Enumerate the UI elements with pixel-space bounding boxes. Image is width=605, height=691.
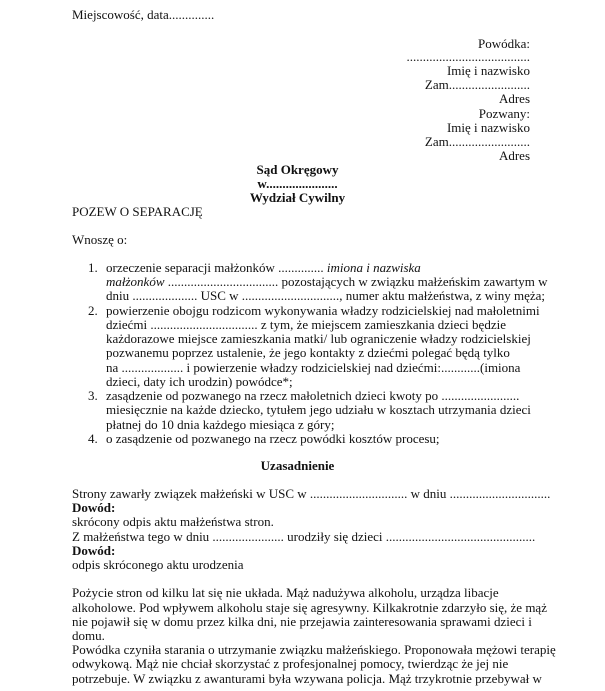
justification-line: odwykową. Mąż nie chciał skorzystać z profesjonalnej pomocy, twierdząc że jej nie <box>72 656 509 671</box>
plaintiff-address-label: Adres <box>498 91 530 106</box>
claim-line: dzieci, daty ich urodzin) powódce*; <box>106 374 293 389</box>
justification-line: alkoholowe. Pod wpływem alkoholu staje się agresywny. Kilkakrotnie zdarzyło się, że mąż <box>72 600 547 615</box>
justification-line: domu. <box>72 628 105 643</box>
evidence-label: Dowód: <box>72 500 116 515</box>
claim-line <box>106 261 421 275</box>
plaintiff-address: Zam......................... <box>424 77 530 92</box>
claim-placeholder: małżonków <box>106 274 165 289</box>
court-division: Wydział Cywilny <box>249 190 346 205</box>
justification-heading: Uzasadnienie <box>260 458 335 473</box>
plaintiff-name: Imię i nazwisko <box>446 63 530 78</box>
claim-line: płatnej do 10 dnia każdego miesiąca z góry; <box>106 417 335 432</box>
defendant-address: Zam......................... <box>424 134 530 149</box>
defendant-name: Imię i nazwisko <box>446 120 530 135</box>
justification-line: Z małżeństwa tego w dniu ...................... urodziły się dzieci .............................................. <box>72 529 536 544</box>
intro: Wnoszę o: <box>72 232 128 247</box>
plaintiff-dots: ...................................... <box>406 49 530 64</box>
justification-line: Powódka czyniła starania o utrzymanie związku małżeńskiego. Proponowała mężowi terapię <box>72 642 556 657</box>
court-name: Sąd Okręgowy <box>256 162 339 177</box>
claim-line: miesięcznie na każde dziecko, tytułem jego udziału w kosztach utrzymania dzieci <box>106 402 531 417</box>
justification-line: skrócony odpis aktu małżeństwa stron. <box>72 514 274 529</box>
claim-line: na ................... i powierzenie władzy rodzicielskiej nad dziećmi:............(imiona <box>106 360 521 375</box>
defendant-address-label: Adres <box>498 148 530 163</box>
claim-placeholder: imiona i nazwiska <box>326 260 421 275</box>
place-date: Miejscowość, data.............. <box>72 7 215 22</box>
claim-line: każdorazowe miejsce zamieszkania matki/ lub ograniczenie władzy rodzicielskiej <box>106 331 531 346</box>
claim-line: dziećmi ................................. z tym, że miejscem zamieszkania dzieci będzie <box>106 317 506 332</box>
defendant-label: Pozwany: <box>478 106 530 121</box>
document-title: POZEW O SEPARACJĘ <box>72 204 203 219</box>
claim-number: 1. <box>88 260 98 275</box>
justification-line: odpis skróconego aktu urodzenia <box>72 557 244 572</box>
justification-line: Pożycie stron od kilku lat się nie układa. Mąż nadużywa alkoholu, urządza libacje <box>72 585 499 600</box>
claim-line: dniu .................... USC w .............................., numer aktu małżeństwa, z winy męża; <box>106 288 546 303</box>
claim-line <box>106 275 548 289</box>
claim-line: o zasądzenie od pozwanego na rzecz powódki kosztów procesu; <box>106 431 440 446</box>
evidence-label: Dowód: <box>72 543 116 558</box>
claim-number: 4. <box>88 431 98 446</box>
claim-text: orzeczenie separacji małżonków .............. <box>106 260 327 275</box>
claim-text: .................................. pozostających w związku małżeńskim zawartym w <box>164 274 548 289</box>
justification-line: Strony zawarły związek małżeński w USC w .............................. w dniu ............................... <box>72 486 551 501</box>
court-city: w...................... <box>257 176 338 191</box>
claim-line: zasądzenie od pozwanego na rzecz małoletnich dzieci kwoty po ........................ <box>106 388 520 403</box>
claim-number: 2. <box>88 303 98 318</box>
plaintiff-label: Powódka: <box>478 36 530 51</box>
claim-line: powierzenie obojgu rodzicom wykonywania władzy rodzicielskiej nad małoletnimi <box>106 303 540 318</box>
claim-number: 3. <box>88 388 98 403</box>
justification-line: nie pojawił się w domu przez kilka dni, nie przejawia zainteresowania sprawami dzieci i <box>72 614 532 629</box>
justification-line: potrzebuje. W związku z awanturami była wzywana policja. Mąż trzykrotnie przebywał w <box>72 671 542 686</box>
claim-line: pozwanemu poprzez ustalenie, że jego kontakty z dziećmi polegać będą tylko <box>106 345 510 360</box>
